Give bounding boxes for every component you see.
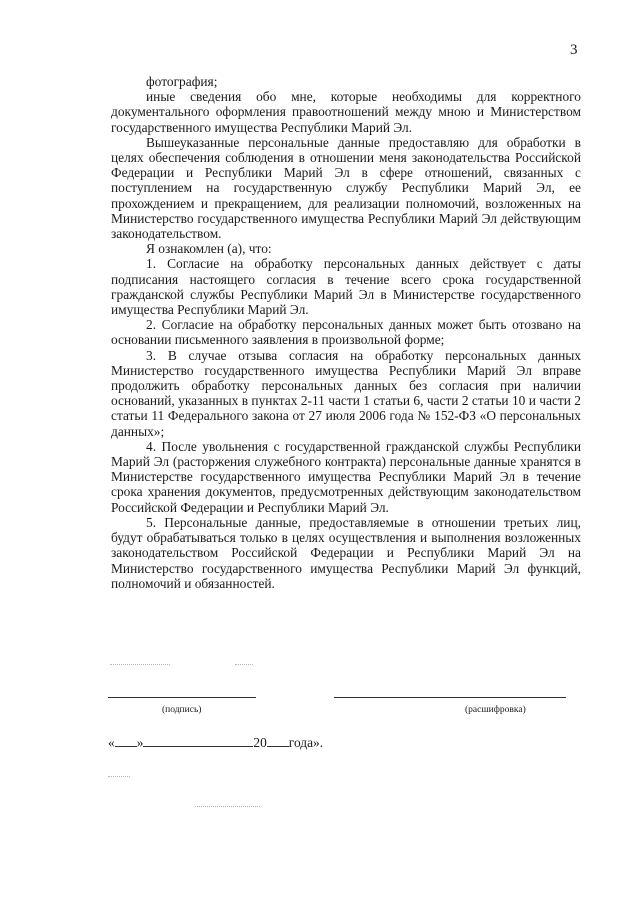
date-open-quote: « (108, 735, 115, 750)
signature-line (108, 697, 256, 698)
year-prefix: 20 (253, 735, 267, 750)
date-close-quote: » (136, 735, 144, 750)
paragraph: 3. В случае отзыва согласия на обработку персональных данных Министерство государственного имущества Республики Марий Эл вправе продолжить обработку персональных данных без согласия при наличии оснований, указанных в пунктах 2-11 части 1 статьи 6, части 2 статьи 10 и части 2 статьи 11 Федерального закона от 27 июля 2006 года № 152-ФЗ «О персональных данных»; (111, 347, 581, 439)
date-line (108, 735, 323, 751)
scan-artifact (235, 664, 253, 665)
paragraph: 4. После увольнения с государственной гражданской службы Республики Марий Эл (расторжения служебного контракта) персональные данные хранятся в Министерстве государственного имущества Республики Марий Эл в течение срока хранения документов, предусмотренных действующим законодательством Российской Федерации и Республики Марий Эл. (111, 438, 581, 515)
transcript-label: (расшифровка) (465, 705, 526, 715)
paragraph: фотография; (146, 74, 218, 89)
year-suffix: года». (288, 735, 324, 750)
paragraph: 1. Согласие на обработку персональных данных действует с даты подписания настоящего согласия в течение всего срока государственной гражданской службы Республики Марий Эл в Министерстве государственного имущества Республики Марий Эл. (111, 256, 581, 318)
page-number: 3 (570, 42, 578, 58)
month-blank (143, 735, 253, 747)
scan-artifact (195, 806, 260, 807)
paragraph: Я ознакомлен (а), что: (146, 241, 272, 257)
transcript-line (334, 697, 566, 698)
signature-label: (подпись) (162, 705, 202, 715)
paragraph: 2. Согласие на обработку персональных данных может быть отозвано на основании письменного заявления в произвольной форме; (111, 317, 581, 348)
scan-artifact (110, 664, 170, 665)
paragraph: Вышеуказанные персональные данные предоставляю для обработки в целях обеспечения соблюдения в отношении меня законодательства Российской Федерации и Республики Марий Эл в сфере отношений, связанных с поступлением на государственную службу Республики Марий Эл, ее прохождением и прекращением, для реализации полномочий, возложенных на Министерство государственного имущества Республики Марий Эл действующим законодательством. (111, 134, 581, 242)
year-blank (267, 735, 289, 747)
paragraph: 5. Персональные данные, предоставляемые в отношении третьих лиц, будут обрабатываться только в целях осуществления и выполнения возложенных законодательством Российской Федерации и Республики Марий Эл на Министерство государственного имущества Республики Марий Эл функций, полномочий и обязанностей. (111, 514, 581, 591)
scan-artifact (108, 776, 130, 777)
paragraph: иные сведения обо мне, которые необходимы для корректного документального оформления правоотношений между мною и Министерством государственного имущества Республики Марий Эл. (111, 89, 581, 135)
day-blank (115, 735, 137, 747)
